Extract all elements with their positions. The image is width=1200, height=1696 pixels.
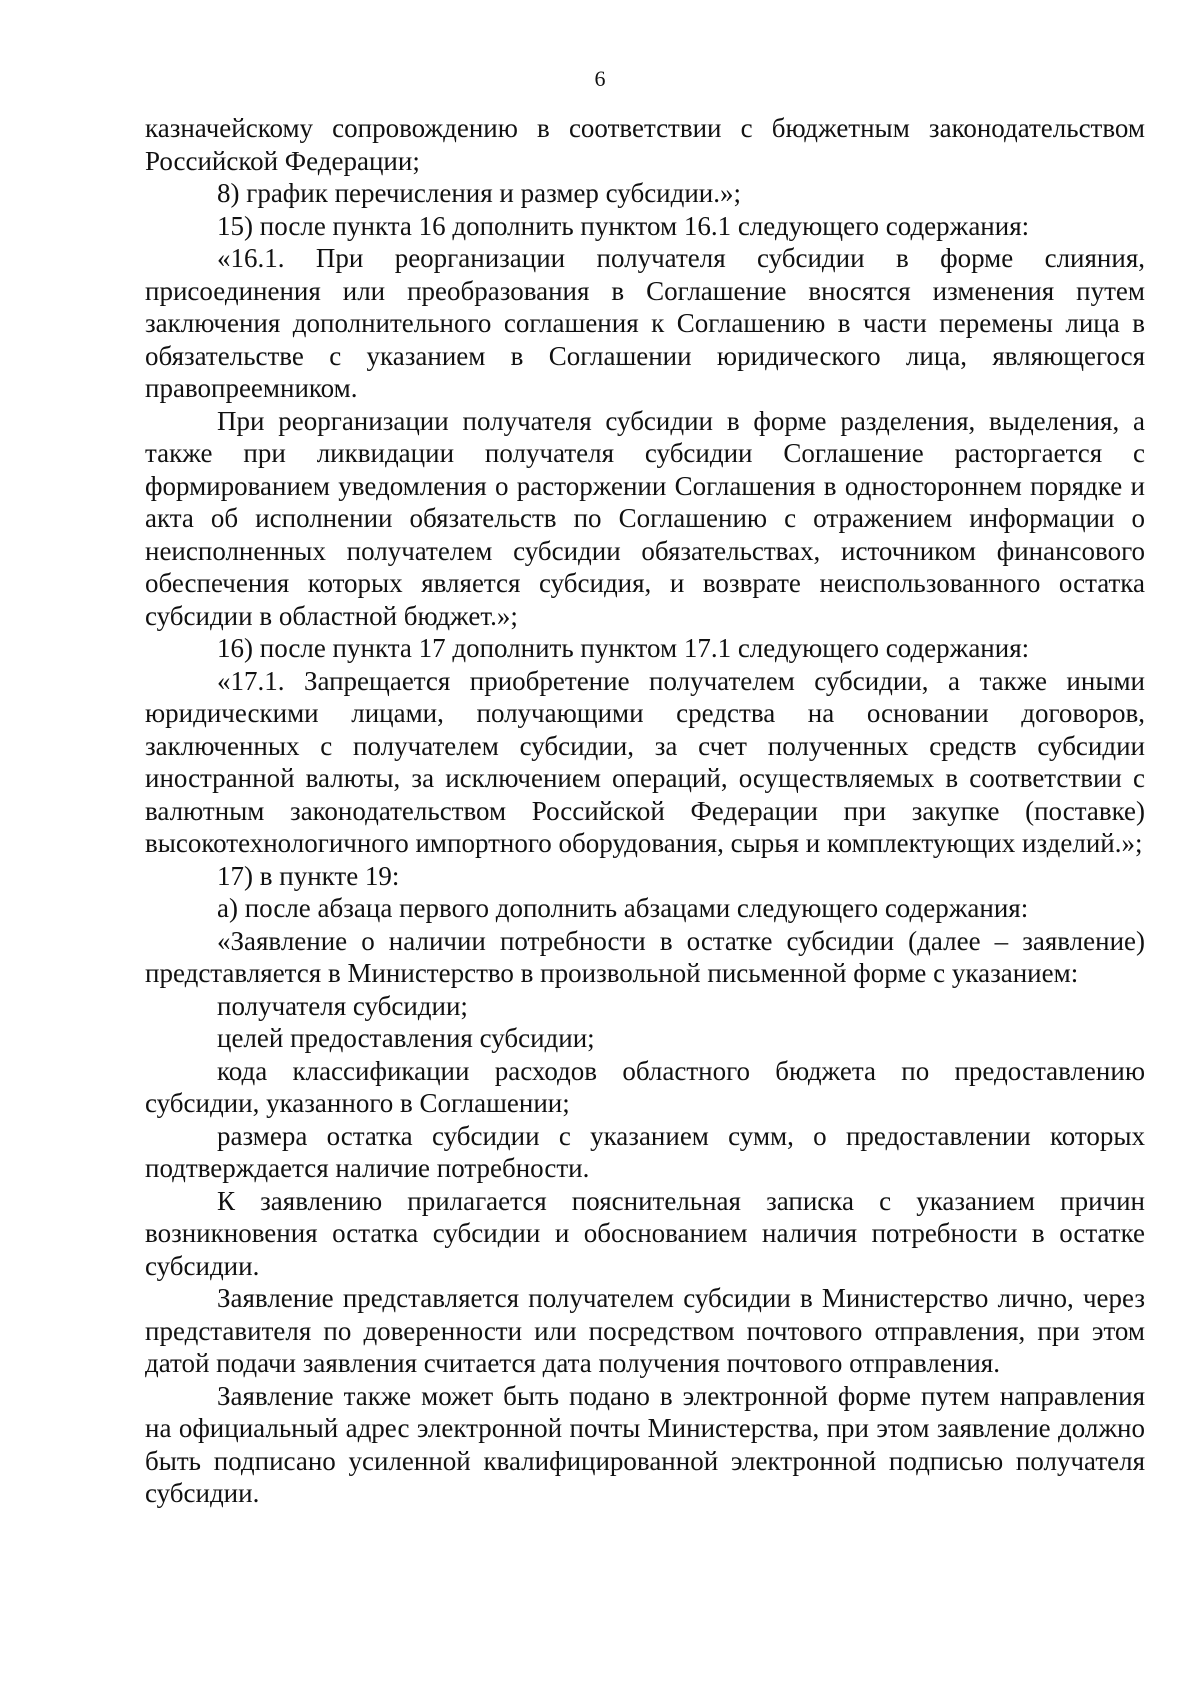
paragraph: а) после абзаца первого дополнить абзацами следующего содержания: [217,893,1029,923]
paragraph: «Заявление о наличии потребности в остатке субсидии (далее – заявление) представляется в Министерство в произвольной письменной форме с указанием: [145,925,1145,988]
paragraph: «17.1. Запрещается приобретение получателем субсидии, а также иными юридическими лицами, получающими средства на основании договоров, заключенных с получателем субсидии, за счет полученных средств субсидии иностранной валюты, за исключением операций, осуществляемых в соответствии с валютным законодательством Российской Федерации при закупке (поставке) высокотехнологичного импортного оборудования, сырья и комплектующих изделий.»; [145,665,1145,858]
paragraph: Заявление представляется получателем субсидии в Министерство лично, через представителя по доверенности или посредством почтового отправления, при этом датой подачи заявления считается дата получения почтового отправления. [145,1283,1145,1378]
paragraph: целей предоставления субсидии; [217,1023,595,1053]
paragraph: получателя субсидии; [217,990,468,1021]
paragraph: «16.1. При реорганизации получателя субсидии в форме слияния, присоединения или преобразования в Соглашение вносятся изменения путем заключения дополнительного соглашения к Соглашению в части перемены лица в обязательстве с указанием в Соглашении юридического лица, являющегося правопреемником. [145,243,1145,403]
paragraph: 17) в пункте 19: [217,860,400,891]
page-number: 6 [594,66,606,91]
paragraph: 8) график перечисления и размер субсидии.»; [217,178,742,208]
paragraph: 16) после пункта 17 дополнить пунктом 17.1 следующего содержания: [217,633,1030,663]
paragraph: Заявление также может быть подано в электронной форме путем направления на официальный адрес электронной почты Министерства, при этом заявление должно быть подписано усиленной квалифицированной электронной подписью получателя субсидии. [145,1380,1145,1508]
paragraph: При реорганизации получателя субсидии в форме разделения, выделения, а также при ликвидации получателя субсидии Соглашение расторгается с формированием уведомления о расторжении Соглашения в одностороннем порядке и акта об исполнении обязательств по Соглашению с отражением информации о неисполненных получателем субсидии обязательствах, источником финансового обеспечения которых является субсидия, и возврате неиспользованного остатка субсидии в областной бюджет.»; [145,405,1145,631]
paragraph: казначейскому сопровождению в соответствии с бюджетным законодательством Российской Федерации; [145,113,1145,176]
paragraph: 15) после пункта 16 дополнить пунктом 16.1 следующего содержания: [217,210,1030,241]
paragraph: размера остатка субсидии с указанием сумм, о предоставлении которых подтверждается наличие потребности. [145,1120,1145,1183]
paragraph: К заявлению прилагается пояснительная записка с указанием причин возникновения остатка субсидии и обоснованием наличия потребности в остатке субсидии. [145,1185,1145,1281]
paragraph: кода классификации расходов областного бюджета по предоставлению субсидии, указанного в Соглашении; [145,1055,1145,1118]
document-body [145,112,1145,1510]
